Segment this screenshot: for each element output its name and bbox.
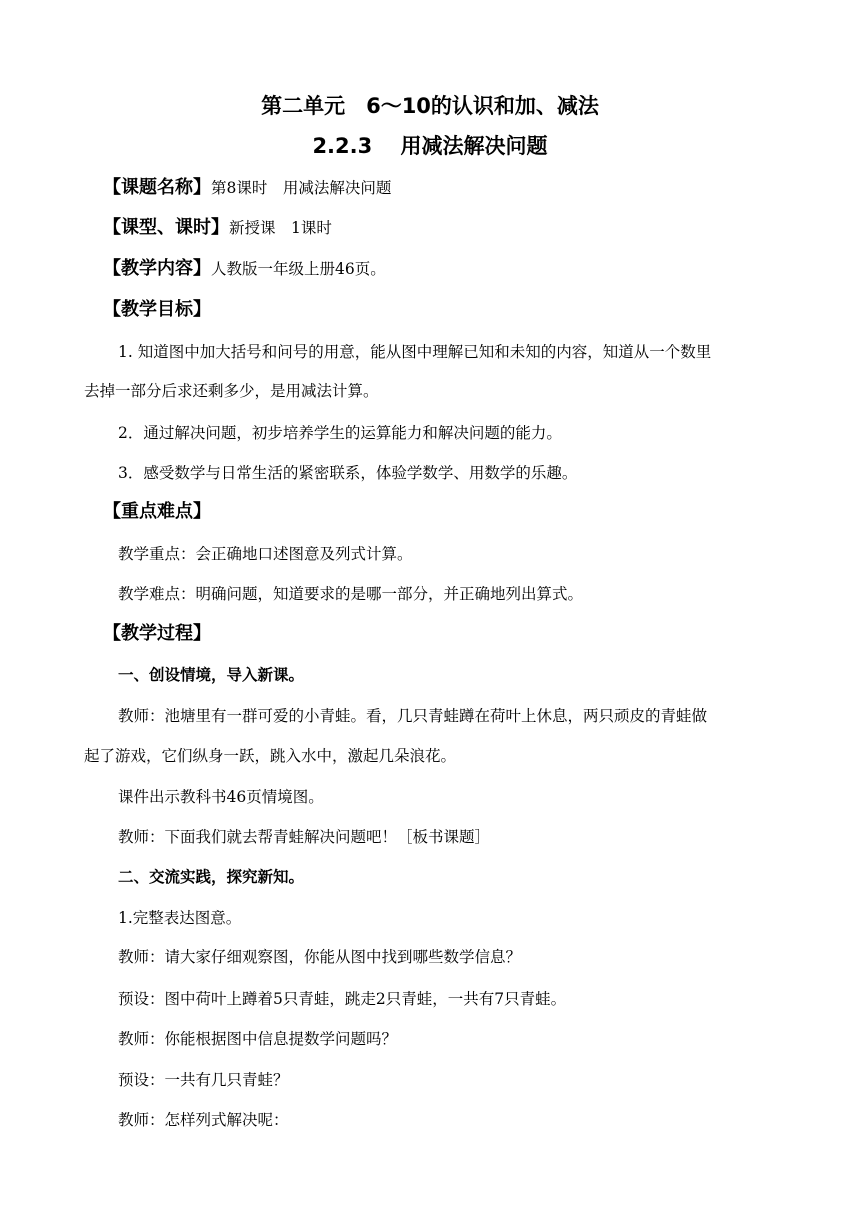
content-value: 人教版一年级上册46页。 [211, 260, 386, 278]
unit-title: 第二单元 6～10的认识和加、减法 [261, 94, 599, 118]
paragraph-3: 教师：下面我们就去帮青蛙解决问题吧！［板书课题］ [118, 828, 491, 846]
lesson-type-label: 【课型、课时】 [103, 217, 229, 238]
answer-2: 预设：一共有几只青蛙？ [118, 1071, 289, 1089]
answer-1: 预设：图中荷叶上蹲着5只青蛙，跳走2只青蛙，一共有7只青蛙。 [118, 990, 567, 1008]
lesson-type-value: 新授课 1课时 [229, 219, 332, 237]
subsection-1: 1.完整表达图意。 [118, 909, 242, 927]
question-3: 教师：怎样列式解决呢： [118, 1111, 289, 1129]
topic-row [103, 178, 391, 198]
topic-value: 第8课时 用减法解决问题 [211, 179, 392, 197]
goal-2: 2．通过解决问题，初步培养学生的运算能力和解决问题的能力。 [118, 424, 562, 442]
paragraph-2: 课件出示教科书46页情境图。 [118, 788, 324, 806]
goal-1-line-1: 1. 知道图中加大括号和问号的用意，能从图中理解已知和未知的内容，知道从一个数里 [118, 343, 712, 361]
goals-heading: 【教学目标】 [103, 299, 211, 320]
question-1: 教师：请大家仔细观察图，你能从图中找到哪些数学信息？ [118, 948, 522, 966]
question-2: 教师：你能根据图中信息提数学问题吗？ [118, 1030, 398, 1048]
process-heading: 【教学过程】 [103, 623, 211, 644]
keypoints-heading: 【重点难点】 [103, 501, 211, 522]
topic-label: 【课题名称】 [103, 177, 211, 198]
teaching-difficulty: 教学难点：明确问题，知道要求的是哪一部分，并正确地列出算式。 [118, 585, 584, 603]
lesson-type-row [103, 218, 332, 238]
lesson-title: 2.2.3 用减法解决问题 [312, 134, 548, 158]
paragraph-1-line-2: 起了游戏，它们纵身一跃，跳入水中，激起几朵浪花。 [84, 747, 457, 765]
section-2-title: 二、交流实践，探究新知。 [118, 868, 305, 886]
goal-1-line-2: 去掉一部分后求还剩多少，是用减法计算。 [84, 382, 379, 400]
content-row [103, 259, 386, 279]
paragraph-1-line-1: 教师：池塘里有一群可爱的小青蛙。看，几只青蛙蹲在荷叶上休息，两只顽皮的青蛙做 [118, 707, 708, 725]
section-1-title: 一、创设情境，导入新课。 [118, 666, 305, 684]
teaching-focus: 教学重点：会正确地口述图意及列式计算。 [118, 545, 413, 563]
content-label: 【教学内容】 [103, 258, 211, 279]
goal-3: 3．感受数学与日常生活的紧密联系，体验学数学、用数学的乐趣。 [118, 464, 578, 482]
